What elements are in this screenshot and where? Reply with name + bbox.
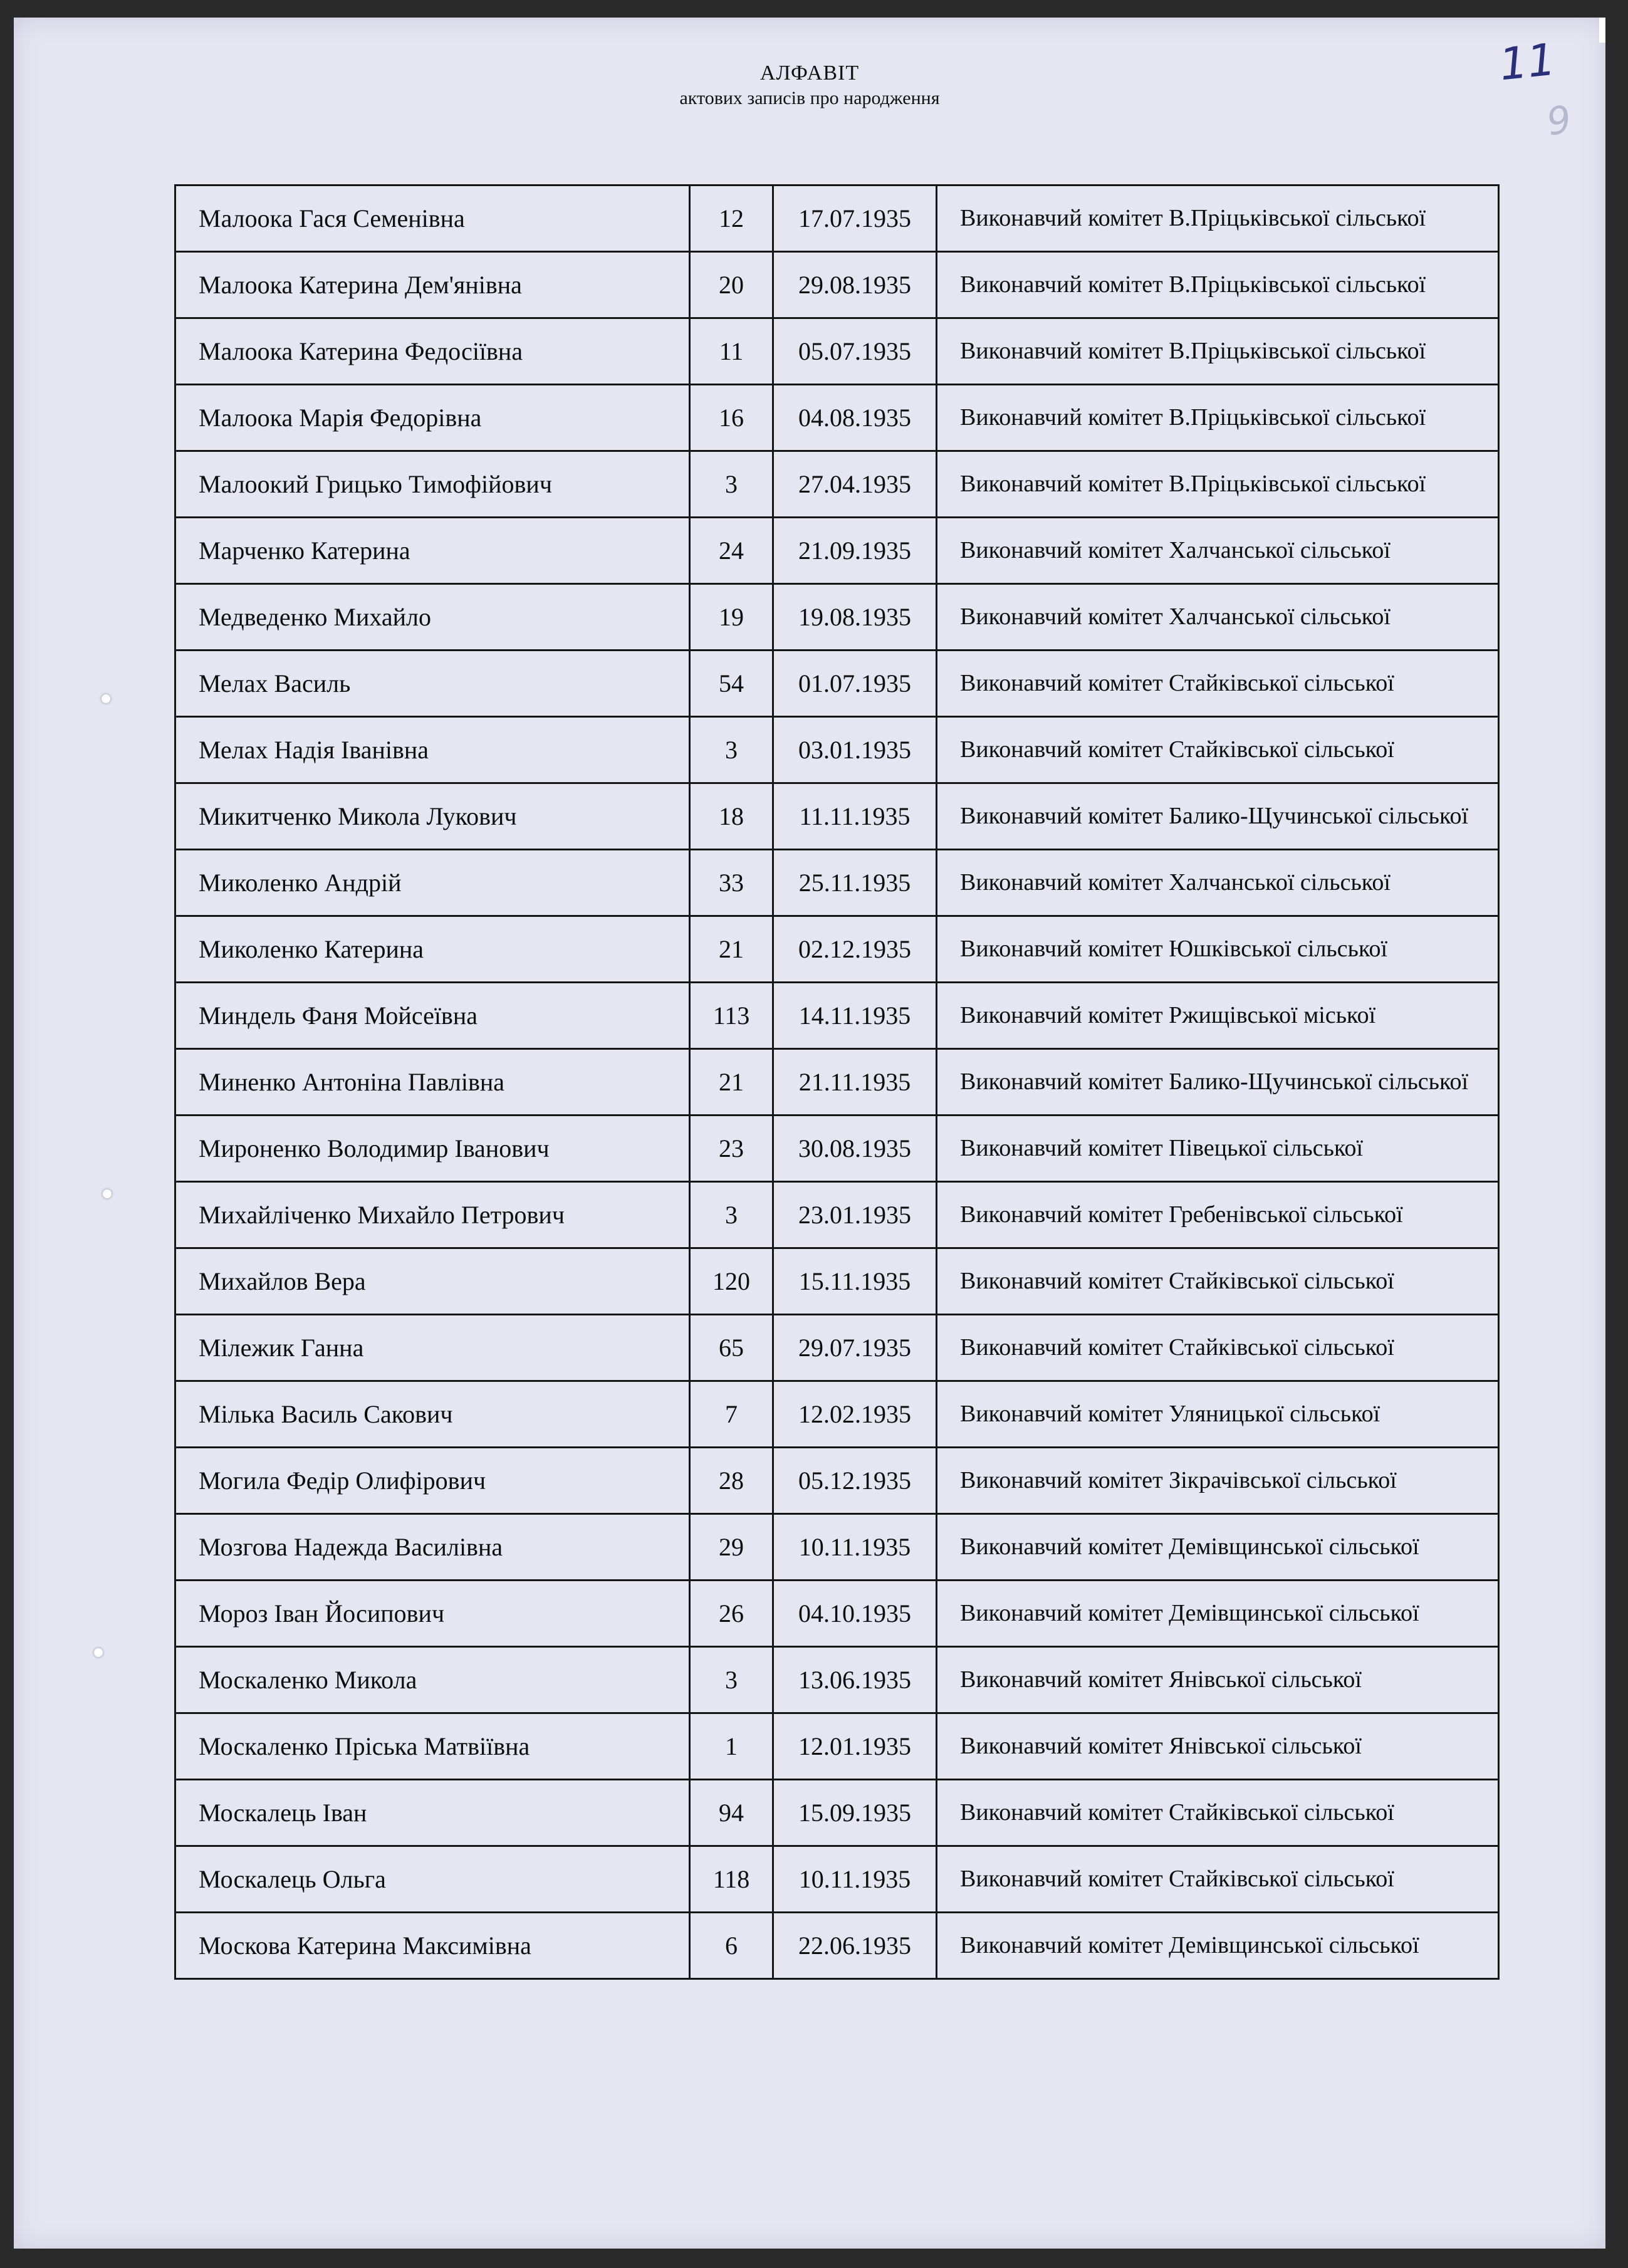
record-number: 1 [690,1713,773,1780]
record-name: Малоока Катерина Федосіївна [175,318,690,385]
record-authority: Виконавчий комітет Янівської сільської [937,1713,1499,1780]
table-row [175,584,1499,651]
record-authority: Виконавчий комітет В.Пріцьківської сільської [937,252,1499,318]
table-row [175,252,1499,318]
record-authority: Виконавчий комітет Демівщинської сільської [937,1514,1499,1581]
record-date: 04.08.1935 [773,385,937,451]
record-date: 29.08.1935 [773,252,937,318]
record-authority: Виконавчий комітет Стайківської сільської [937,1248,1499,1315]
record-name: Миненко Антоніна Павлівна [175,1049,690,1116]
record-date: 30.08.1935 [773,1116,937,1182]
record-authority: Виконавчий комітет Гребенівської сільської [937,1182,1499,1248]
record-date: 01.07.1935 [773,651,937,717]
record-authority: Виконавчий комітет Стайківської сільської [937,1846,1499,1913]
record-authority: Виконавчий комітет Халчанської сільської [937,584,1499,651]
record-name: Мілька Василь Сакович [175,1381,690,1448]
record-number: 7 [690,1381,773,1448]
record-number: 19 [690,584,773,651]
table-row [175,1846,1499,1913]
record-date: 10.11.1935 [773,1846,937,1913]
record-date: 15.09.1935 [773,1780,937,1846]
record-authority: Виконавчий комітет В.Пріцьківської сільської [937,385,1499,451]
record-number: 3 [690,717,773,783]
table-row [175,850,1499,916]
record-authority: Виконавчий комітет Ржищівської міської [937,983,1499,1049]
record-number: 21 [690,916,773,983]
record-date: 10.11.1935 [773,1514,937,1581]
table-row [175,1182,1499,1248]
record-name: Миндель Фаня Мойсеївна [175,983,690,1049]
table-row [175,318,1499,385]
table-row [175,518,1499,584]
record-date: 19.08.1935 [773,584,937,651]
record-number: 54 [690,651,773,717]
table-row [175,651,1499,717]
record-authority: Виконавчий комітет В.Пріцьківської сільської [937,318,1499,385]
record-number: 20 [690,252,773,318]
record-date: 15.11.1935 [773,1248,937,1315]
record-date: 12.01.1935 [773,1713,937,1780]
record-name: Мелах Василь [175,651,690,717]
document-title: АЛФАВІТ [759,61,860,85]
document-subtitle: актових записів про народження [679,88,940,108]
table-row [175,1514,1499,1581]
record-number: 3 [690,451,773,518]
record-authority: Виконавчий комітет Янівської сільської [937,1647,1499,1713]
record-name: Москалець Ольга [175,1846,690,1913]
record-date: 11.11.1935 [773,783,937,850]
record-name: Мілежик Ганна [175,1315,690,1381]
birth-records-table [174,184,1500,1980]
table-row [175,1780,1499,1846]
punch-hole-mark [103,1189,112,1198]
record-date: 27.04.1935 [773,451,937,518]
table-row [175,186,1499,252]
record-name: Малоокий Грицько Тимофійович [175,451,690,518]
record-authority: Виконавчий комітет Стайківської сільської [937,717,1499,783]
record-authority: Виконавчий комітет Халчанської сільської [937,850,1499,916]
record-authority: Виконавчий комітет Халчанської сільської [937,518,1499,584]
record-number: 3 [690,1182,773,1248]
record-number: 65 [690,1315,773,1381]
record-authority: Виконавчий комітет Юшківської сільської [937,916,1499,983]
record-number: 120 [690,1248,773,1315]
page-number: 11 [1496,33,1558,91]
record-name: Мироненко Володимир Іванович [175,1116,690,1182]
record-name: Москалець Іван [175,1780,690,1846]
record-date: 21.11.1935 [773,1049,937,1116]
record-date: 23.01.1935 [773,1182,937,1248]
record-name: Миколенко Андрій [175,850,690,916]
record-name: Москова Катерина Максимівна [175,1913,690,1979]
record-authority: Виконавчий комітет Балико-Щучинської сільської [937,1049,1499,1116]
record-number: 21 [690,1049,773,1116]
record-number: 28 [690,1448,773,1514]
record-name: Мозгова Надежда Василівна [175,1514,690,1581]
record-authority: Виконавчий комітет Зікрачівської сільської [937,1448,1499,1514]
record-number: 16 [690,385,773,451]
record-date: 04.10.1935 [773,1581,937,1647]
record-date: 14.11.1935 [773,983,937,1049]
table-row [175,983,1499,1049]
table-row [175,717,1499,783]
record-number: 12 [690,186,773,252]
record-authority: Виконавчий комітет Півецької сільської [937,1116,1499,1182]
record-number: 11 [690,318,773,385]
record-name: Малоока Гася Семенівна [175,186,690,252]
record-number: 94 [690,1780,773,1846]
record-date: 25.11.1935 [773,850,937,916]
record-name: Малоока Марія Федорівна [175,385,690,451]
record-name: Мороз Іван Йосипович [175,1581,690,1647]
record-name: Москаленко Микола [175,1647,690,1713]
record-name: Марченко Катерина [175,518,690,584]
document-header [14,61,1605,109]
record-date: 12.02.1935 [773,1381,937,1448]
record-name: Малоока Катерина Дем'янівна [175,252,690,318]
table-row [175,385,1499,451]
document-page [14,18,1605,2249]
record-name: Миколенко Катерина [175,916,690,983]
table-row [175,1315,1499,1381]
table-row [175,1647,1499,1713]
record-date: 29.07.1935 [773,1315,937,1381]
punch-hole-mark [102,694,110,703]
record-date: 03.01.1935 [773,717,937,783]
table-row [175,916,1499,983]
table-row [175,1116,1499,1182]
record-authority: Виконавчий комітет Стайківської сільської [937,1315,1499,1381]
record-number: 26 [690,1581,773,1647]
record-authority: Виконавчий комітет Стайківської сільської [937,651,1499,717]
record-number: 33 [690,850,773,916]
record-name: Медведенко Михайло [175,584,690,651]
record-number: 3 [690,1647,773,1713]
table-row [175,1913,1499,1979]
old-page-number: 9 [1543,97,1575,145]
page-corner [1599,18,1605,43]
record-number: 18 [690,783,773,850]
table-row [175,1581,1499,1647]
record-number: 113 [690,983,773,1049]
table-row [175,1381,1499,1448]
table-row [175,1248,1499,1315]
record-authority: Виконавчий комітет В.Пріцьківської сільської [937,186,1499,252]
record-number: 23 [690,1116,773,1182]
record-number: 29 [690,1514,773,1581]
record-authority: Виконавчий комітет В.Пріцьківської сільської [937,451,1499,518]
record-authority: Виконавчий комітет Балико-Щучинської сільської [937,783,1499,850]
record-name: Мелах Надія Іванівна [175,717,690,783]
record-authority: Виконавчий комітет Демівщинської сільської [937,1581,1499,1647]
record-name: Михайлов Вера [175,1248,690,1315]
record-authority: Виконавчий комітет Стайківської сільської [937,1780,1499,1846]
record-date: 05.12.1935 [773,1448,937,1514]
record-number: 24 [690,518,773,584]
table-row [175,1713,1499,1780]
table-row [175,1448,1499,1514]
record-number: 118 [690,1846,773,1913]
record-authority: Виконавчий комітет Демівщинської сільської [937,1913,1499,1979]
record-date: 17.07.1935 [773,186,937,252]
record-date: 05.07.1935 [773,318,937,385]
table-row [175,783,1499,850]
record-date: 02.12.1935 [773,916,937,983]
record-number: 6 [690,1913,773,1979]
record-authority: Виконавчий комітет Уляницької сільської [937,1381,1499,1448]
record-date: 13.06.1935 [773,1647,937,1713]
record-date: 21.09.1935 [773,518,937,584]
record-name: Михайліченко Михайло Петрович [175,1182,690,1248]
record-name: Микитченко Микола Лукович [175,783,690,850]
punch-hole-mark [94,1648,103,1657]
table-row [175,1049,1499,1116]
table-row [175,451,1499,518]
record-name: Москаленко Пріська Матвіївна [175,1713,690,1780]
record-name: Могила Федір Олифірович [175,1448,690,1514]
record-date: 22.06.1935 [773,1913,937,1979]
